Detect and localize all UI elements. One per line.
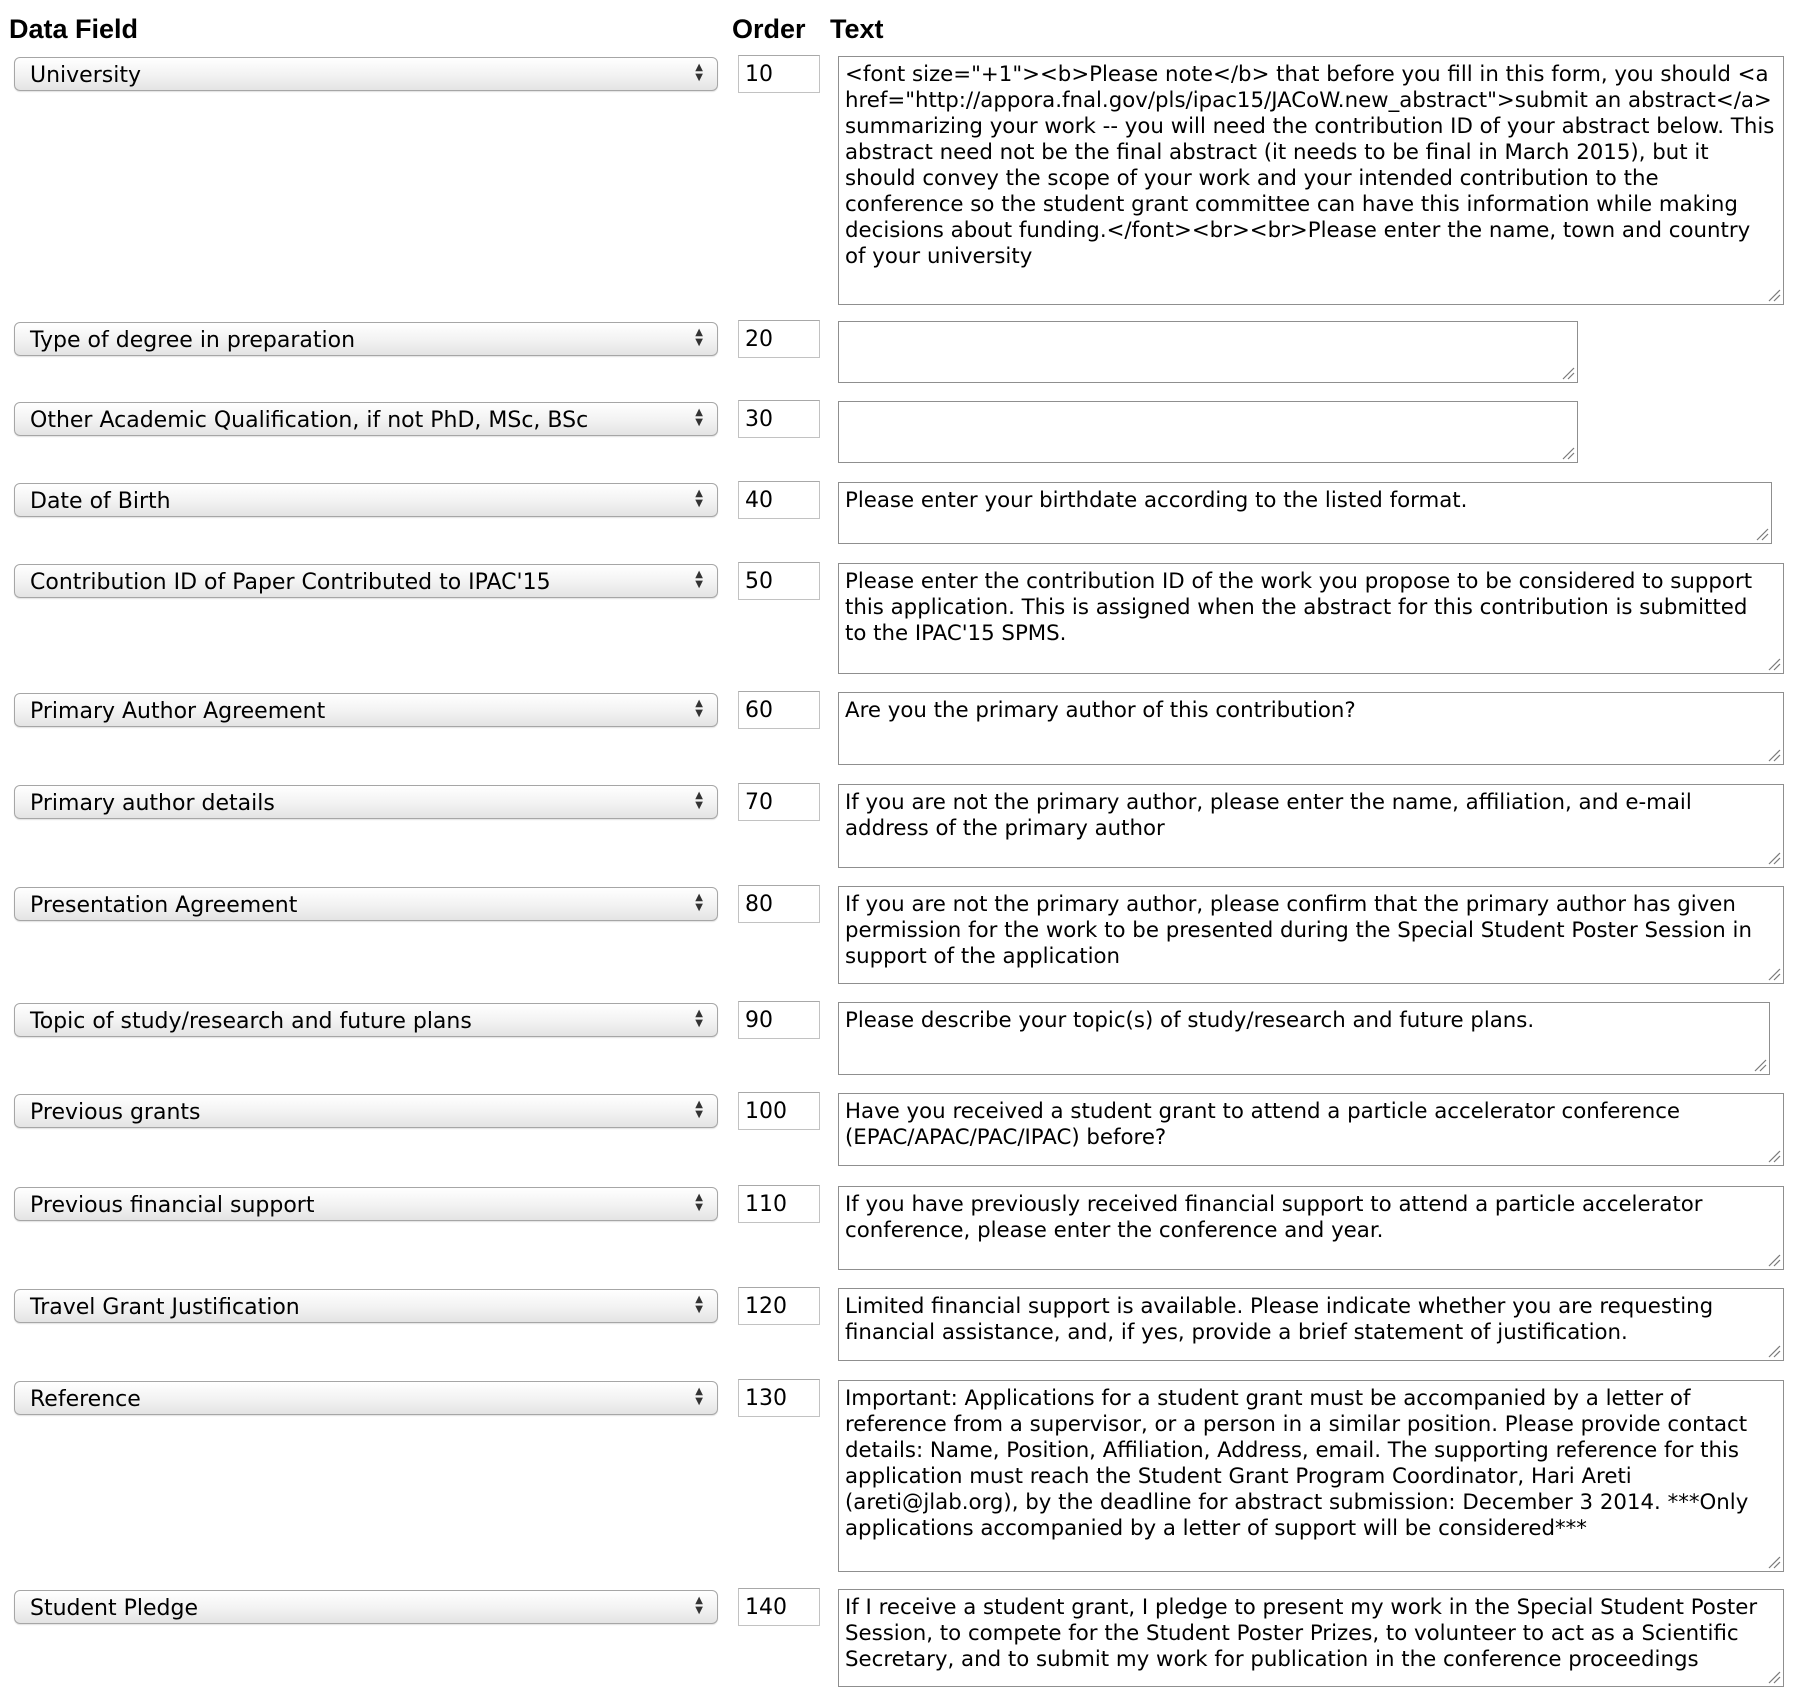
select-updown-arrows-icon: ▲ ▼ [695, 892, 703, 913]
text-textarea[interactable] [838, 1002, 1770, 1075]
data-field-select[interactable] [14, 1381, 718, 1415]
data-field-select-value: Primary Author Agreement [30, 699, 326, 724]
resize-grip-icon[interactable] [1767, 967, 1781, 981]
resize-grip-icon[interactable] [1767, 1555, 1781, 1569]
data-field-select-value: Contribution ID of Paper Contributed to IPAC'15 [30, 570, 551, 595]
select-updown-arrows-icon: ▲ ▼ [695, 1008, 703, 1029]
select-updown-arrows-icon: ▲ ▼ [695, 407, 703, 428]
data-field-select-value: Primary author details [30, 791, 275, 816]
order-input-value: 70 [745, 790, 773, 815]
resize-grip-icon[interactable] [1767, 851, 1781, 865]
text-textarea-value: Please enter the contribution ID of the work you propose to be considered to support this application. This is assigned when the abstract for this contribution is submitted to the IPAC'15 SPMS. [845, 569, 1759, 646]
data-field-header: Data Field [9, 14, 139, 44]
order-input[interactable] [738, 1588, 820, 1626]
text-textarea-value: <font size="+1"><b>Please note</b> that before you fill in this form, you should <a href="http://appora.fnal.gov/pls/ipac15/JACoW.new_abstract">submit an abstract</a> summarizing your work -- you will need the contribution ID of your abstract below. This abstract need not be the final abstract (it needs to be final in March 2015), but it should convey the scope of your work and your intended contribution to the conference so the student grant committee can have this information while making decisions about funding.</font><br><br>Please enter the name, town and country of your university [845, 62, 1782, 269]
order-input-value: 10 [745, 62, 773, 87]
resize-grip-icon[interactable] [1767, 1253, 1781, 1267]
data-field-select[interactable] [14, 693, 718, 727]
text-textarea-value: Please enter your birthdate according to the listed format. [845, 488, 1468, 513]
data-field-select-value: University [30, 63, 141, 88]
resize-grip-icon[interactable] [1767, 657, 1781, 671]
text-textarea[interactable] [838, 482, 1772, 544]
data-field-select-value: Type of degree in preparation [30, 328, 356, 353]
order-input[interactable] [738, 885, 820, 923]
data-field-select[interactable] [14, 785, 718, 819]
order-input[interactable] [738, 1092, 820, 1130]
data-field-select[interactable] [14, 1094, 718, 1128]
order-input-value: 90 [745, 1008, 773, 1033]
data-field-select-value: Reference [30, 1387, 141, 1412]
select-updown-arrows-icon: ▲ ▼ [695, 698, 703, 719]
order-header: Order [732, 14, 806, 44]
data-field-select-value: Other Academic Qualification, if not PhD, MSc, BSc [30, 408, 589, 433]
order-input-value: 50 [745, 569, 773, 594]
order-input-value: 110 [745, 1192, 787, 1217]
order-input-value: 80 [745, 892, 773, 917]
data-field-select-value: Previous financial support [30, 1193, 315, 1218]
text-textarea-value: Important: Applications for a student grant must be accompanied by a letter of reference from a supervisor, or a person in a similar position. Please provide contact details: Name, Position, Affiliation, Address, email. The supporting reference for this application must reach the Student Grant Program Coordinator, Hari Areti (areti@jlab.org), by the deadline for abstract submission: December 3 2014. ***Only applications accompanied by a letter of support will be considered*** [845, 1386, 1756, 1541]
order-input-value: 30 [745, 407, 773, 432]
data-field-select[interactable] [14, 564, 718, 598]
resize-grip-icon[interactable] [1755, 527, 1769, 541]
text-textarea[interactable] [838, 1589, 1784, 1687]
data-field-select-value: Travel Grant Justification [30, 1295, 300, 1320]
select-updown-arrows-icon: ▲ ▼ [695, 1294, 703, 1315]
text-textarea-value: Limited financial support is available. Please indicate whether you are requesting financial assistance, and, if yes, provide a brief statement of justification. [845, 1294, 1720, 1345]
select-updown-arrows-icon: ▲ ▼ [695, 1192, 703, 1213]
text-textarea[interactable] [838, 784, 1784, 868]
data-field-select[interactable] [14, 1289, 718, 1323]
text-textarea[interactable] [838, 1186, 1784, 1270]
data-field-select[interactable] [14, 1590, 718, 1624]
text-textarea[interactable] [838, 563, 1784, 674]
data-field-select[interactable] [14, 322, 718, 356]
order-input-value: 20 [745, 327, 773, 352]
text-textarea[interactable] [838, 692, 1784, 765]
order-input-value: 100 [745, 1099, 787, 1124]
select-updown-arrows-icon: ▲ ▼ [695, 790, 703, 811]
text-textarea[interactable] [838, 321, 1578, 383]
resize-grip-icon[interactable] [1561, 446, 1575, 460]
order-input-value: 120 [745, 1294, 787, 1319]
text-textarea[interactable] [838, 1380, 1784, 1572]
text-textarea-value: Are you the primary author of this contribution? [845, 698, 1356, 723]
resize-grip-icon[interactable] [1767, 1149, 1781, 1163]
data-field-select[interactable] [14, 402, 718, 436]
order-input-value: 60 [745, 698, 773, 723]
select-updown-arrows-icon: ▲ ▼ [695, 1386, 703, 1407]
text-textarea[interactable] [838, 56, 1784, 305]
order-input[interactable] [738, 1379, 820, 1417]
resize-grip-icon[interactable] [1767, 1344, 1781, 1358]
select-updown-arrows-icon: ▲ ▼ [695, 488, 703, 509]
resize-grip-icon[interactable] [1753, 1058, 1767, 1072]
text-textarea-value: Have you received a student grant to attend a particle accelerator conference (EPAC/APAC/PAC/IPAC) before? [845, 1099, 1687, 1150]
data-field-select[interactable] [14, 887, 718, 921]
data-field-select[interactable] [14, 1187, 718, 1221]
order-input[interactable] [738, 562, 820, 600]
select-updown-arrows-icon: ▲ ▼ [695, 569, 703, 590]
data-field-select-value: Topic of study/research and future plans [30, 1009, 472, 1034]
resize-grip-icon[interactable] [1767, 288, 1781, 302]
text-header: Text [830, 14, 884, 44]
order-input[interactable] [738, 783, 820, 821]
resize-grip-icon[interactable] [1767, 1670, 1781, 1684]
order-input-value: 40 [745, 488, 773, 513]
data-field-select-value: Previous grants [30, 1100, 201, 1125]
text-textarea-value: If I receive a student grant, I pledge to present my work in the Special Student Poster Session, to compete for the Student Poster Prizes, to volunteer to act as a Scientific Secretary, and to submit my work for publication in the conference proceedings [845, 1595, 1764, 1672]
order-input[interactable] [738, 481, 820, 519]
data-field-select[interactable] [14, 1003, 718, 1037]
text-textarea[interactable] [838, 1093, 1784, 1166]
text-textarea-value: Please describe your topic(s) of study/research and future plans. [845, 1008, 1535, 1033]
select-updown-arrows-icon: ▲ ▼ [695, 1099, 703, 1120]
resize-grip-icon[interactable] [1561, 366, 1575, 380]
select-updown-arrows-icon: ▲ ▼ [695, 1595, 703, 1616]
order-input[interactable] [738, 400, 820, 438]
resize-grip-icon[interactable] [1767, 748, 1781, 762]
text-textarea[interactable] [838, 1288, 1784, 1361]
order-input[interactable] [738, 320, 820, 358]
data-field-select-value: Presentation Agreement [30, 893, 298, 918]
order-input[interactable] [738, 1287, 820, 1325]
order-input-value: 130 [745, 1386, 787, 1411]
order-input-value: 140 [745, 1595, 787, 1620]
data-field-select-value: Date of Birth [30, 489, 171, 514]
order-input[interactable] [738, 691, 820, 729]
text-textarea-value: If you are not the primary author, please enter the name, affiliation, and e-mail address of the primary author [845, 790, 1699, 841]
text-textarea[interactable] [838, 886, 1784, 984]
order-input[interactable] [738, 1001, 820, 1039]
data-field-select[interactable] [14, 57, 718, 91]
text-textarea-value: If you are not the primary author, please confirm that the primary author has given permission for the work to be presented during the Special Student Poster Session in support of the application [845, 892, 1759, 969]
text-textarea[interactable] [838, 401, 1578, 463]
data-field-select[interactable] [14, 483, 718, 517]
select-updown-arrows-icon: ▲ ▼ [695, 62, 703, 83]
data-field-select-value: Student Pledge [30, 1596, 198, 1621]
order-input[interactable] [738, 55, 820, 93]
select-updown-arrows-icon: ▲ ▼ [695, 327, 703, 348]
text-textarea-value: If you have previously received financial support to attend a particle accelerator conference, please enter the conference and year. [845, 1192, 1710, 1243]
order-input[interactable] [738, 1185, 820, 1223]
